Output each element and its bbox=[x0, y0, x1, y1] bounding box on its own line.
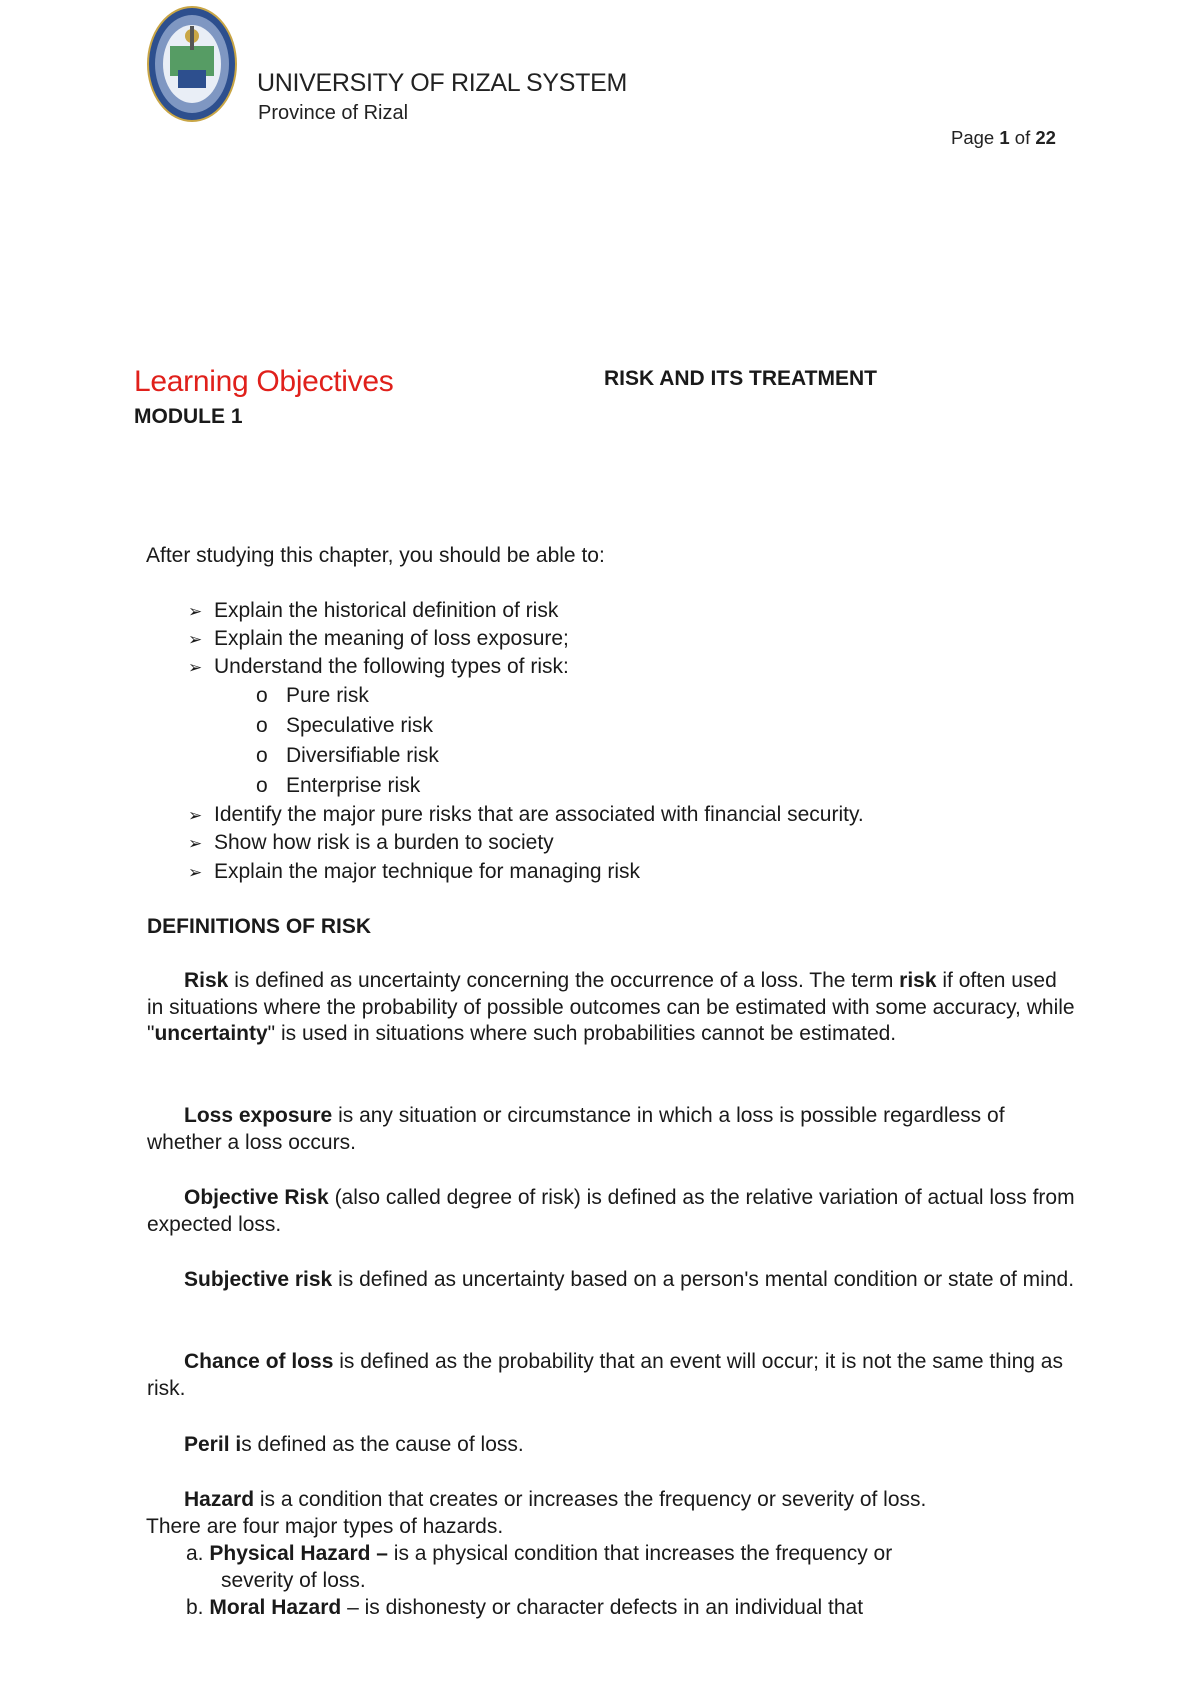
arrow-bullet-icon: ➢ bbox=[188, 863, 203, 882]
arrow-bullet-icon: ➢ bbox=[188, 806, 203, 825]
risk-type-item: o Speculative risk bbox=[256, 714, 434, 737]
risk-type-item: o Pure risk bbox=[256, 684, 369, 707]
topic-title: RISK AND ITS TREATMENT bbox=[604, 367, 877, 390]
risk-type-item: o Diversifiable risk bbox=[256, 744, 439, 767]
arrow-bullet-icon: ➢ bbox=[188, 602, 203, 621]
definition-chance-of-loss: Chance of loss is defined as the probability that an event will occur; it is not the same thing as risk. bbox=[147, 1350, 1063, 1400]
circle-bullet-icon: o bbox=[256, 684, 268, 707]
definition-subjective-risk: Subjective risk is defined as uncertainty based on a person's mental condition or state of mind. bbox=[184, 1268, 1075, 1291]
hazard-type-item: b. Moral Hazard – is dishonesty or character defects in an individual that bbox=[186, 1596, 864, 1619]
arrow-bullet-icon: ➢ bbox=[188, 658, 203, 677]
module-label: MODULE 1 bbox=[134, 405, 243, 428]
definition-loss-exposure: Loss exposure is any situation or circumstance in which a loss is possible regardless of whether a loss occurs. bbox=[147, 1104, 1005, 1154]
objective-item: ➢ Explain the meaning of loss exposure; bbox=[188, 627, 569, 650]
page-indicator: Page 1 of 22 bbox=[951, 127, 1056, 148]
risk-type-item: o Enterprise risk bbox=[256, 774, 421, 797]
objective-item: ➢ Identify the major pure risks that are associated with financial security. bbox=[188, 803, 864, 826]
objective-item: ➢ Show how risk is a burden to society bbox=[188, 831, 554, 854]
hazard-intro: There are four major types of hazards. bbox=[146, 1515, 504, 1538]
circle-bullet-icon: o bbox=[256, 714, 268, 737]
university-seal-icon bbox=[146, 4, 238, 124]
definition-risk: Risk is defined as uncertainty concerning the occurrence of a loss. The term risk if often used in situations where the probability of possible outcomes can be estimated with some accuracy, while "uncertainty" is used in situations where such probabilities cannot be estimated. bbox=[147, 969, 1075, 1045]
objective-item: ➢ Understand the following types of risk: bbox=[188, 655, 569, 678]
hazard-type-item: a. Physical Hazard – is a physical condition that increases the frequency or bbox=[186, 1542, 893, 1565]
definition-objective-risk: Objective Risk (also called degree of risk) is defined as the relative variation of actual loss from expected loss. bbox=[147, 1186, 1075, 1236]
definition-peril: Peril is defined as the cause of loss. bbox=[184, 1433, 524, 1456]
definition-hazard: Hazard is a condition that creates or increases the frequency or severity of loss. bbox=[184, 1488, 927, 1511]
learning-objectives-heading: Learning Objectives bbox=[134, 365, 394, 398]
circle-bullet-icon: o bbox=[256, 774, 268, 797]
hazard-type-continuation: severity of loss. bbox=[221, 1569, 366, 1592]
objective-item: ➢ Explain the major technique for managing risk bbox=[188, 860, 641, 883]
university-name: UNIVERSITY OF RIZAL SYSTEM bbox=[257, 69, 628, 97]
objectives-intro: After studying this chapter, you should be able to: bbox=[146, 544, 605, 567]
circle-bullet-icon: o bbox=[256, 744, 268, 767]
arrow-bullet-icon: ➢ bbox=[188, 630, 203, 649]
definitions-heading: DEFINITIONS OF RISK bbox=[147, 915, 372, 938]
university-seal bbox=[146, 4, 238, 124]
arrow-bullet-icon: ➢ bbox=[188, 834, 203, 853]
province-name: Province of Rizal bbox=[258, 102, 409, 124]
objective-item: ➢ Explain the historical definition of risk bbox=[188, 599, 559, 622]
